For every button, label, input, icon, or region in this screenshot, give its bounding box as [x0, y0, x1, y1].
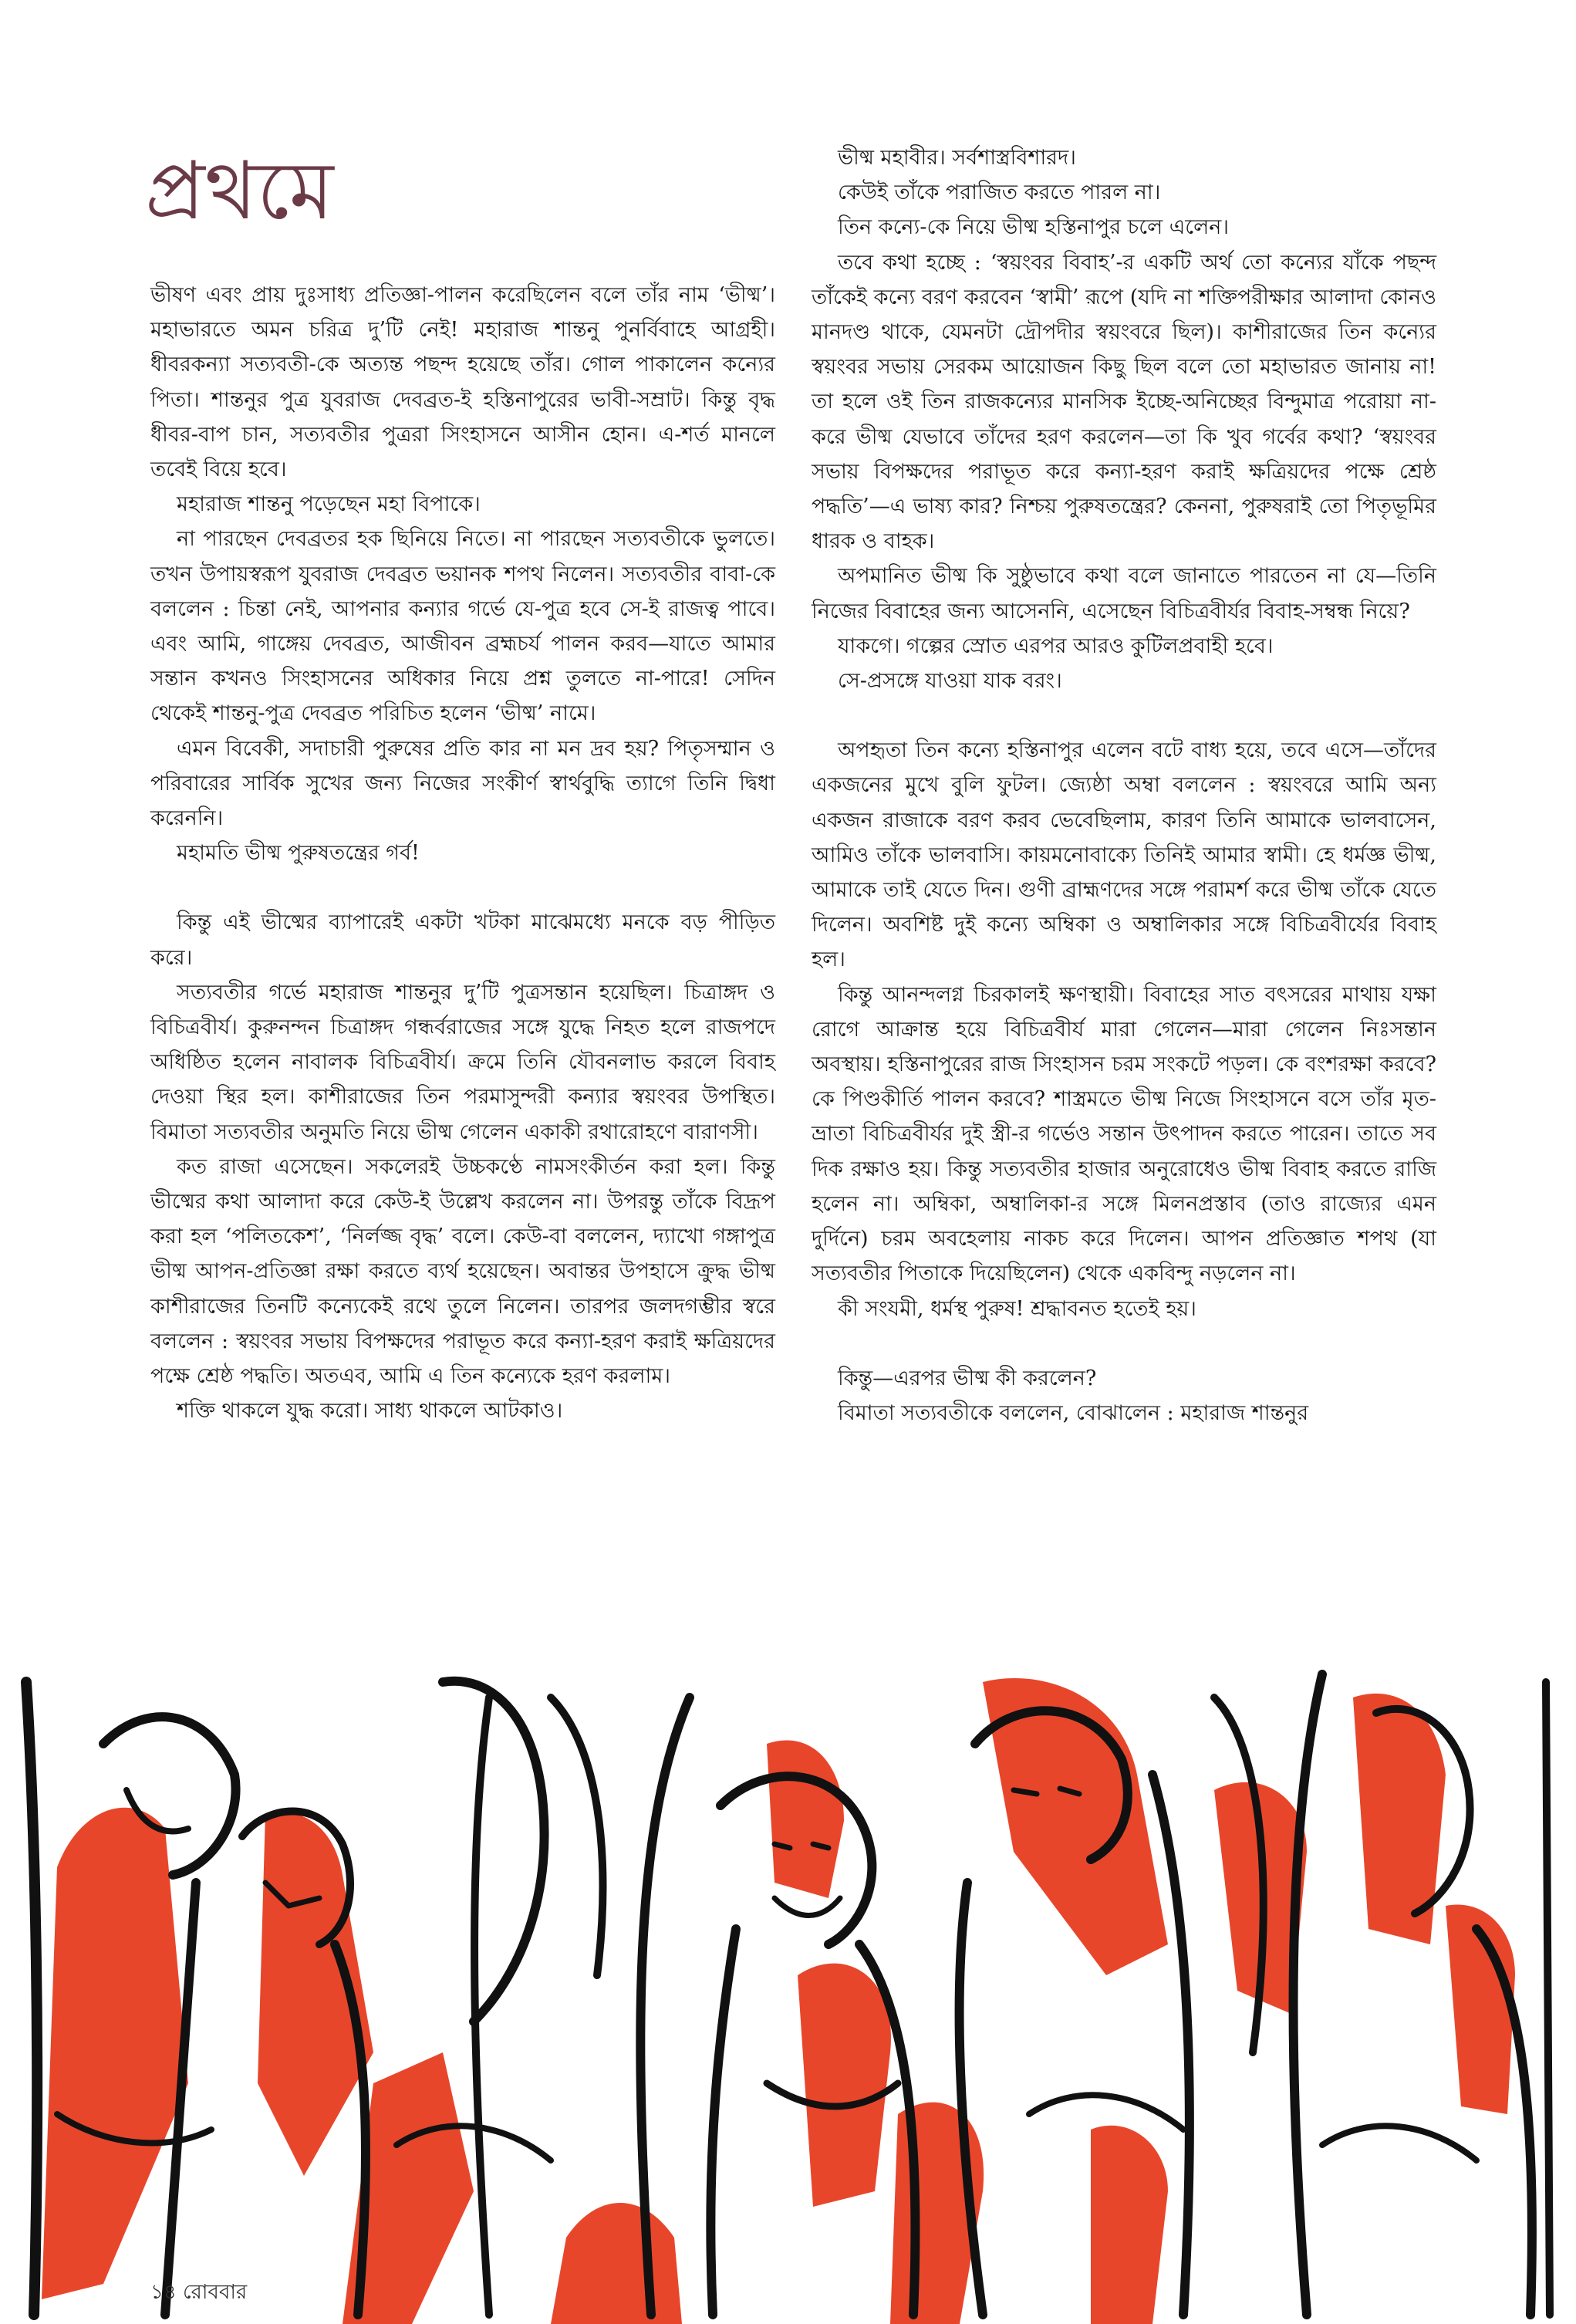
article-title: প্রথমে — [145, 144, 334, 238]
paragraph: কিন্তু—এরপর ভীষ্ম কী করলেন? — [838, 1366, 1097, 1390]
paragraph: এমন বিবেকী, সদাচারী পুরুষের প্রতি কার না মন দ্রব হয়? পিতৃসম্মান ও পরিবারের সার্বিক সুখের জন্য নিজের সংকীর্ণ স্বার্থবুদ্ধি ত্যাগে তিনি দ্বিধা করেননি। — [150, 736, 775, 831]
paragraph: অপমানিত ভীষ্ম কি সুষ্ঠুভাবে কথা বলে জানাতে পারতেন না যে—তিনি নিজের বিবাহের জন্য আসেননি, এসেছেন বিচিত্রবীর্যর বিবাহ-সম্বন্ধ নিয়ে? — [812, 564, 1436, 623]
paragraph: না পারছেন দেবব্রতর হক ছিনিয়ে নিতে। না পারছেন সত্যবতীকে ভুলতে। তখন উপায়স্বরূপ যুবরাজ দেবব্রত ভয়ানক শপথ নিলেন। সত্যবতীর বাবা-কে বললেন : চিন্তা নেই, আপনার কন্যার গর্ভে যে-পুত্র হবে সে-ই রাজত্ব পাবে। এবং আমি, গাঙ্গেয় দেবব্রত, আজীবন ব্রহ্মচর্য পালন করব—যাতে আমার সন্তান কখনও সিংহাসনের অধিকার নিয়ে প্রশ্ন তুলতে না-পারে! সেদিন থেকেই শান্তনু-পুত্র দেবব্রত পরিচিত হলেন ‘ভীষ্ম’ নামে। — [150, 527, 775, 726]
paragraph: বিমাতা সত্যবতীকে বললেন, বোঝালেন : মহারাজ শান্তনুর — [838, 1400, 1309, 1425]
page-folio: ১৪ রোববার — [150, 2281, 248, 2304]
paragraph: তিন কন্যে-কে নিয়ে ভীষ্ম হস্তিনাপুর চলে এলেন। — [838, 215, 1230, 240]
paragraph: সে-প্রসঙ্গে যাওয়া যাক বরং। — [838, 669, 1062, 694]
paragraph: ভীষ্ম মহাবীর। সর্বশাস্ত্রবিশারদ। — [838, 146, 1076, 170]
paragraph: তবে কথা হচ্ছে : ‘স্বয়ংবর বিবাহ’-র একটি অর্থ তো কন্যের যাঁকে পছন্দ তাঁকেই কন্যে বরণ করবেন ‘স্বামী’ রূপে (যদি না শক্তিপরীক্ষার আলাদা কোনও মানদণ্ড থাকে, যেমনটা দ্রৌপদীর স্বয়ংবরে ছিল)। কাশীরাজের তিন কন্যের স্বয়ংবর সভায় সেরকম আয়োজন কিছু ছিল বলে তো মহাভারত জানায় না! তা হলে ওই তিন রাজকন্যের মানসিক ইচ্ছে-অনিচ্ছের বিন্দুমাত্র পরোয়া না-করে ভীষ্ম যেভাবে তাঁদের হরণ করলেন—তা কি খুব গর্বের কথা? ‘স্বয়ংবর সভায় বিপক্ষদের পরাভূত করে কন্যা-হরণ করাই ক্ষত্রিয়দের পক্ষে শ্রেষ্ঠ পদ্ধতি’—এ ভাষ্য কার? নিশ্চয় পুরুষতন্ত্রের? কেননা, পুরুষরাই তো পিতৃভূমির ধারক ও বাহক। — [812, 250, 1436, 554]
paragraph: মহামতি ভীষ্ম পুরুষতন্ত্রের গর্ব! — [177, 841, 420, 866]
paragraph: কত রাজা এসেছেন। সকলেরই উচ্চকণ্ঠে নামসংকীর্তন করা হল। কিন্তু ভীষ্মের কথা আলাদা করে কেউ-ই উল্লেখ করলেন না। উপরন্তু তাঁকে বিদ্রূপ করা হল ‘পলিতকেশ’, ‘নির্লজ্জ বৃদ্ধ’ বলে। কেউ-বা বললেন, দ্যাখো গঙ্গাপুত্র ভীষ্ম আপন-প্রতিজ্ঞা রক্ষা করতে ব্যর্থ হয়েছেন। অবান্তর উপহাসে ক্রুদ্ধ ভীষ্ম কাশীরাজের তিনটি কন্যেকেই রথে তুলে নিলেন। তারপর জলদগম্ভীর স্বরে বললেন : স্বয়ংবর সভায় বিপক্ষদের পরাভূত করে কন্যা-হরণ করাই ক্ষত্রিয়দের পক্ষে শ্রেষ্ঠ পদ্ধতি। অতএব, আমি এ তিন কন্যেকে হরণ করলাম। — [150, 1154, 775, 1389]
paragraph: কিন্তু এই ভীষ্মের ব্যাপারেই একটা খটকা মাঝেমধ্যে মনকে বড় পীড়িত করে। — [150, 910, 776, 970]
right-column — [812, 140, 1436, 1431]
paragraph: শক্তি থাকলে যুদ্ধ করো। সাধ্য থাকলে আটকাও। — [177, 1399, 563, 1424]
paragraph: মহারাজ শান্তনু পড়েছেন মহা বিপাকে। — [177, 492, 481, 517]
left-column — [150, 278, 775, 1429]
paragraph: অপহৃতা তিন কন্যে হস্তিনাপুর এলেন বটে বাধ্য হয়ে, তবে এসে—তাঁদের একজনের মুখে বুলি ফুটল। জ্যেষ্ঠা অম্বা বললেন : স্বয়ংবরে আমি অন্য একজন রাজাকে বরণ করব ভেবেছিলাম, কারণ তিনি আমাকে ভালবাসেন, আমিও তাঁকে ভালবাসি। কায়মনোবাক্যে তিনিই আমার স্বামী। হে ধর্মজ্ঞ ভীষ্ম, আমাকে তাই যেতে দিন। গুণী ব্রাহ্মণদের সঙ্গে পরামর্শ করে ভীষ্ম তাঁকে যেতে দিলেন। অবশিষ্ট দুই কন্যে অম্বিকা ও অম্বালিকার সঙ্গে বিচিত্রবীর্যের বিবাহ হল। — [812, 738, 1436, 972]
paragraph: ভীষণ এবং প্রায় দুঃসাধ্য প্রতিজ্ঞা-পালন করেছিলেন বলে তাঁর নাম ‘ভীষ্ম’। মহাভারতে অমন চরিত্র দু’টি নেই! মহারাজ শান্তনু পুনর্বিবাহে আগ্রহী। ধীবরকন্যা সত্যবতী-কে অত্যন্ত পছন্দ হয়েছে তাঁর। গোল পাকালেন কন্যের পিতা। শান্তনুর পুত্র যুবরাজ দেবব্রত-ই হস্তিনাপুরের ভাবী-সম্রাট। কিন্তু বৃদ্ধ ধীবর-বাপ চান, সত্যবতীর পুত্ররা সিংহাসনে আসীন হোন। এ-শর্ত মানলে তবেই বিয়ে হবে। — [150, 283, 775, 482]
paragraph: সত্যবতীর গর্ভে মহারাজ শান্তনুর দু’টি পুত্রসন্তান হয়েছিল। চিত্রাঙ্গদ ও বিচিত্রবীর্য। কুরুনন্দন চিত্রাঙ্গদ গন্ধর্বরাজের সঙ্গে যুদ্ধে নিহত হলে রাজপদে অধিষ্ঠিত হলেন নাবালক বিচিত্রবীর্য। ক্রমে তিনি যৌবনলাভ করলে বিবাহ দেওয়া স্থির হল। কাশীরাজের তিন পরমাসুন্দরী কন্যার স্বয়ংবর উপস্থিত। বিমাতা সত্যবতীর অনুমতি নিয়ে ভীষ্ম গেলেন একাকী রথারোহণে বারাণসী। — [150, 980, 775, 1144]
paragraph: কেউই তাঁকে পরাজিত করতে পারল না। — [838, 181, 1161, 205]
paragraph: যাকগে। গল্পের স্রোত এরপর আরও কুটিলপ্রবাহী হবে। — [838, 633, 1274, 658]
illustration — [11, 1651, 1565, 2324]
paragraph: কিন্তু আনন্দলগ্ন চিরকালই ক্ষণস্থায়ী। বিবাহের সাত বৎসরের মাথায় যক্ষা রোগে আক্রান্ত হয়ে বিচিত্রবীর্য মারা গেলেন—মারা গেলেন নিঃসন্তান অবস্থায়। হস্তিনাপুরের রাজ সিংহাসন চরম সংকটে পড়ল। কে বংশরক্ষা করবে? কে পিণ্ডকীর্তি পালন করবে? শাস্ত্রমতে ভীষ্ম নিজে সিংহাসনে বসে তাঁর মৃত-ভ্রাতা বিচিত্রবীর্যর দুই স্ত্রী-র গর্ভেও সন্তান উৎপাদন করতে পারেন। তাতে সব দিক রক্ষাও হয়। কিন্তু সত্যবতীর হাজার অনুরোধেও ভীষ্ম বিবাহ করতে রাজি হলেন না। অম্বিকা, অম্বালিকা-র সঙ্গে মিলনপ্রস্তাব (তাও রাজ্যের এমন দুর্দিনে) চরম অবহেলায় নাকচ করে দিলেন। আপন প্রতিজ্ঞাত শপথ (যা সত্যবতীর পিতাকে দিয়েছিলেন) থেকে একবিন্দু নড়লেন না। — [812, 982, 1436, 1286]
paragraph: কী সংযমী, ধর্মস্থ পুরুষ! শ্রদ্ধাবনত হতেই হয়। — [838, 1296, 1196, 1321]
